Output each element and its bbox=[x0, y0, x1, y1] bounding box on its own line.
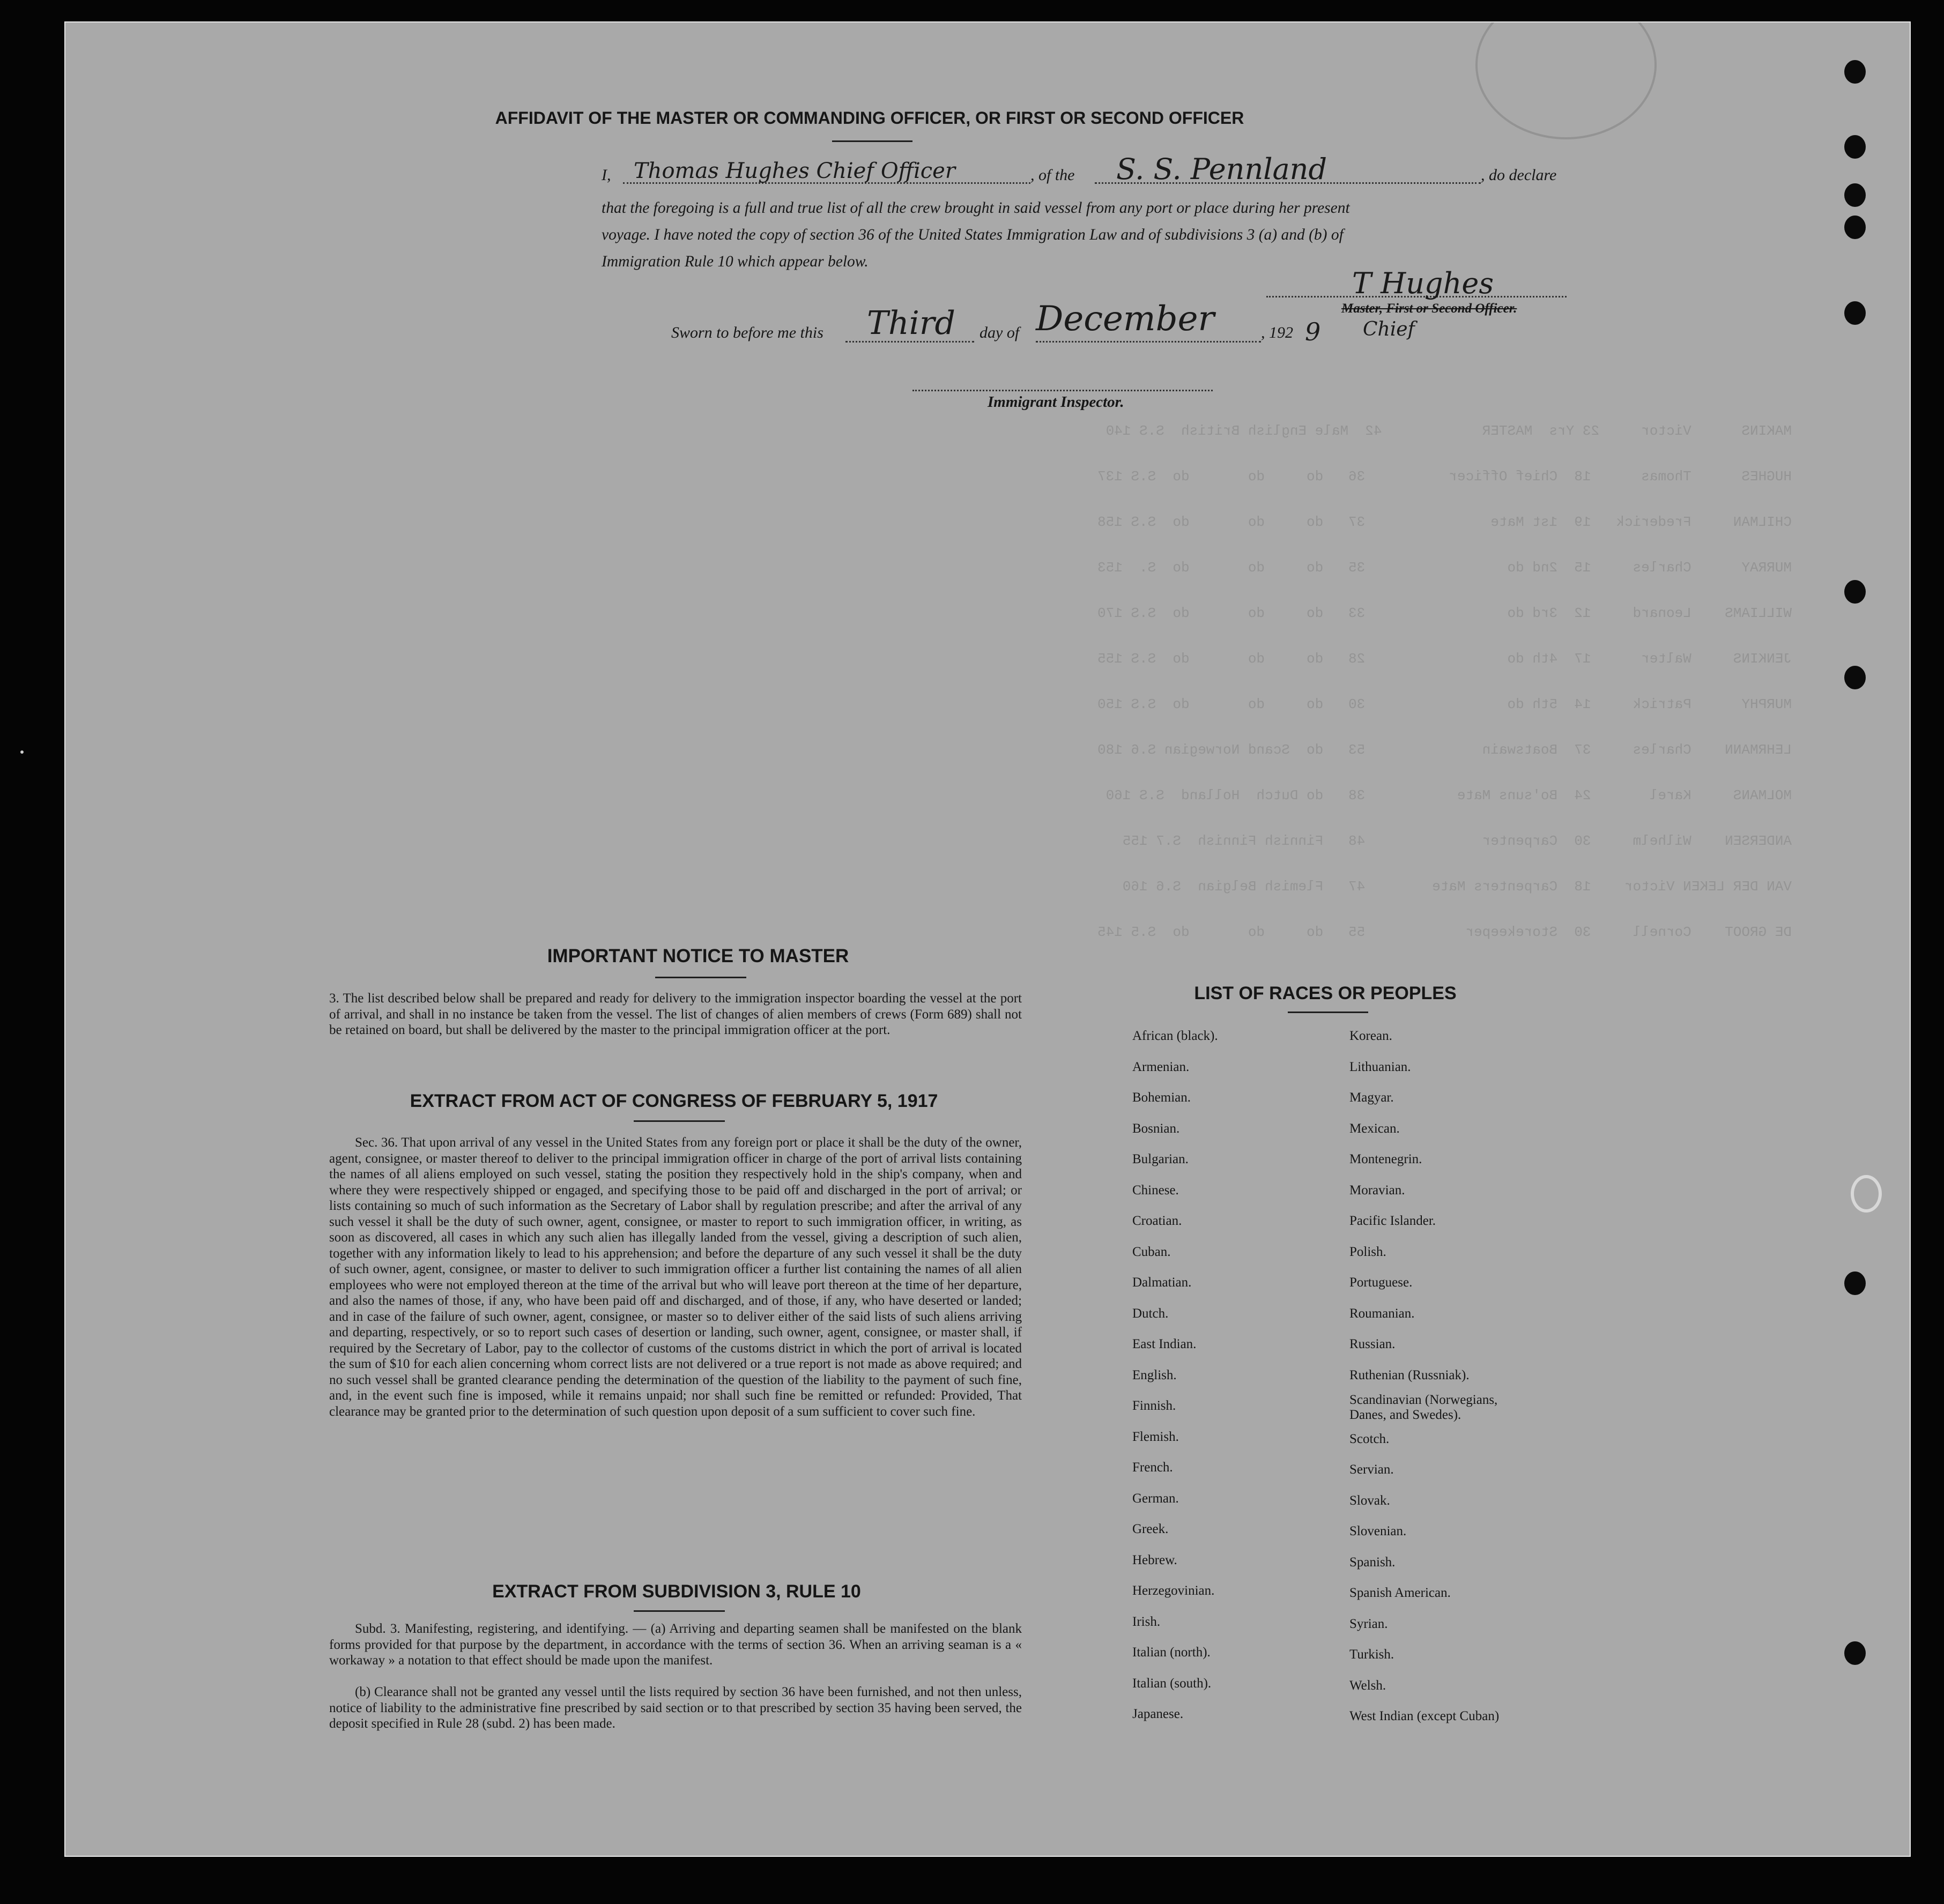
act-title: EXTRACT FROM ACT OF CONGRESS OF FEBRUARY 5, 1917 bbox=[410, 1091, 938, 1111]
race-item: Croatian. bbox=[1132, 1214, 1182, 1228]
race-item: Cuban. bbox=[1132, 1244, 1171, 1259]
race-item: Bosnian. bbox=[1132, 1121, 1180, 1136]
vessel-name: S. S. Pennland bbox=[1116, 152, 1327, 186]
races-left-column bbox=[1132, 1021, 1218, 1730]
rule-text-b: (b) Clearance shall not be granted any vessel until the lists required by section 36 have been furnished, and not then unless, notice of liability to the administrative fine prescribed by said section or to that prescribed by section 35 having been served, the deposit specified in Rule 28 (subd. 2) has been made. bbox=[329, 1685, 1022, 1731]
race-item: Irish. bbox=[1132, 1614, 1161, 1629]
binder-hole bbox=[1844, 135, 1866, 159]
binder-hole bbox=[1844, 580, 1866, 604]
race-item: Spanish. bbox=[1349, 1555, 1396, 1570]
affidavit-title-rule bbox=[832, 140, 912, 142]
race-item: Roumanian. bbox=[1349, 1306, 1415, 1321]
race-item: Magyar. bbox=[1349, 1090, 1394, 1105]
binder-hole bbox=[1844, 183, 1866, 207]
binder-hole bbox=[1844, 666, 1866, 689]
race-item: Bulgarian. bbox=[1132, 1152, 1189, 1166]
binder-hole bbox=[1844, 60, 1866, 84]
race-item: Italian (north). bbox=[1132, 1645, 1211, 1660]
affidavit-prefix: I, bbox=[602, 166, 611, 184]
affidavit-do-declare: , do declare bbox=[1481, 166, 1557, 184]
race-item: Dalmatian. bbox=[1132, 1275, 1192, 1290]
race-item: Ruthenian (Russniak). bbox=[1349, 1367, 1470, 1382]
race-item: Bohemian. bbox=[1132, 1090, 1191, 1105]
stamp-bleedthrough bbox=[1475, 21, 1657, 139]
race-item: Pacific Islander. bbox=[1349, 1214, 1436, 1228]
affidavit-title: AFFIDAVIT OF THE MASTER OR COMMANDING OFFICER, OR FIRST OR SECOND OFFICER bbox=[495, 108, 1244, 128]
race-item: Slovenian. bbox=[1349, 1524, 1407, 1538]
sworn-day-of: day of bbox=[980, 324, 1020, 341]
race-item: Portuguese. bbox=[1349, 1275, 1413, 1290]
race-item: German. bbox=[1132, 1491, 1179, 1506]
race-item: African (black). bbox=[1132, 1029, 1218, 1043]
race-item: Montenegrin. bbox=[1349, 1152, 1422, 1166]
race-item: Italian (south). bbox=[1132, 1676, 1212, 1691]
races-right-column bbox=[1349, 1021, 1526, 1732]
notice-title: IMPORTANT NOTICE TO MASTER bbox=[547, 946, 849, 966]
inspector-label: Immigrant Inspector. bbox=[988, 393, 1124, 411]
act-text: Sec. 36. That upon arrival of any vessel in the United States from any foreign port or place it shall be the duty of the owner, agent, consignee, or master thereof to deliver to the principal immigration officer in charge of the port of arrival lists containing the names of all aliens employed on such vessel, stating the position they respectively hold in the ship's company, when and where they were respectively shipped or engaged, and specifying those to be paid off and discharged in the port of arrival; or lists containing so much of such information as the Secretary of Labor shall by regulation prescribe; and after the arrival of any such vessel it shall be the duty of such owner, agent, consignee, or master to report to such immigration officer, in writing, as soon as discovered, all cases in which any such alien has illegally landed from the vessel, giving a description of such alien, together with any information likely to lead to his apprehension; and before the departure of any such vessel it shall be the duty of such owner, agent, consignee, or master to deliver to such immigration officer a further list containing the names of all alien employees who were not employed thereon at the time of the arrival but who will leave port thereon at the time of her departure, and also the names of those, if any, who have been paid off and discharged, and of those, if any, who have deserted or landed; and in case of the failure of such owner, agent, consignee, or master so to deliver either of the said lists of such aliens arriving and departing, respectively, or so to report such cases of desertion or landing, such owner, agent, consignee, or master shall, if required by the Secretary of Labor, pay to the collector of customs of the customs district in which the port of arrival is located the sum of $10 for each alien concerning whom correct lists are not delivered or a true report is not made as above required; and no such vessel shall be granted clearance pending the determination of the question of the liability to the payment of such fine, and, in the event such fine is imposed, while it remains unpaid; nor shall such fine be remitted or refunded: Provided, That clearance may be granted prior to the determination of such question upon deposit of a sum sufficient to cover such fine. bbox=[329, 1135, 1022, 1419]
notice-text: 3. The list described below shall be prepared and ready for delivery to the immigration inspector boarding the vessel at the port of arrival, and shall in no instance be taken from the vessel. The list of changes of alien members of crews (Form 689) shall not be retained on board, but shall be delivered by the master to the principal immigration officer at the port. bbox=[329, 991, 1022, 1037]
race-item: Russian. bbox=[1349, 1337, 1396, 1351]
sworn-day: Third bbox=[867, 304, 955, 342]
binder-hole bbox=[1844, 1271, 1866, 1295]
affidavit-of-the: , of the bbox=[1030, 166, 1075, 184]
race-item: Moravian. bbox=[1349, 1182, 1405, 1198]
race-item: Finnish. bbox=[1132, 1399, 1176, 1413]
sworn-line bbox=[671, 299, 1368, 349]
race-item: Servian. bbox=[1349, 1462, 1394, 1477]
race-item: Hebrew. bbox=[1132, 1552, 1177, 1567]
race-item: Polish. bbox=[1349, 1244, 1386, 1259]
binder-hole bbox=[1844, 301, 1866, 325]
inspector-signature-line bbox=[912, 390, 1213, 391]
border-speck bbox=[20, 750, 24, 754]
race-item: Herzegovinian. bbox=[1132, 1583, 1215, 1598]
affidavit-line-1 bbox=[602, 152, 1583, 193]
race-item: Spanish American. bbox=[1349, 1586, 1451, 1600]
signature-title: Master, First or Second Officer. bbox=[1341, 301, 1517, 316]
bleedthrough-table: MAKINS Victor 23 Yrs MASTER 42 Male English British S.S 140 HUGHES Thomas 18 Chief Officer 36 do do do S.S 137 CHILMAN Frederick 19 1st Mate 37 do do do S.S 158 MURRAY Charles 15 2nd do 35 do do do S. 153 WILLIAMS Leonard 12 3rd do 33 do do do S.S 170 JENKINS Walter 17 4th do 28 do do do S.S 155 MURPHY Patrick 14 5th do 30 do do do S.S 150 LEHRMANN Charles 37 Boatswain 53 do Scand Norwegian S.6 180 MOLMANS Karel 24 Bo'suns Mate 38 do Dutch Holland S.S 160 ANDERSEN Wilhelm 30 Carpenter 48 Finnish Finnish S.7 155 VAN DER LEKEN Victor 18 Carpenters Mate 47 Flemish Belgian S.6 160 DE GROOT Cornell 30 Storekeeper 55 do do do S.5 145 bbox=[1097, 423, 1792, 940]
race-item: Scotch. bbox=[1349, 1431, 1390, 1446]
binder-hole bbox=[1844, 215, 1866, 239]
affidavit-line-4: Immigration Rule 10 which appear below. bbox=[602, 253, 869, 270]
officer-signature: T Hughes bbox=[1352, 266, 1494, 300]
rule-title: EXTRACT FROM SUBDIVISION 3, RULE 10 bbox=[492, 1581, 861, 1602]
document-page bbox=[64, 21, 1911, 1857]
sworn-month-line bbox=[1036, 341, 1261, 343]
race-item: Lithuanian. bbox=[1349, 1059, 1411, 1074]
officer-name: Thomas Hughes Chief Officer bbox=[634, 159, 955, 183]
sworn-month: December bbox=[1036, 299, 1215, 339]
race-item: Greek. bbox=[1132, 1522, 1169, 1536]
race-item: Mexican. bbox=[1349, 1121, 1400, 1136]
race-item: West Indian (except Cuban) bbox=[1349, 1709, 1500, 1723]
race-item: Japanese. bbox=[1132, 1707, 1184, 1721]
race-item: French. bbox=[1132, 1460, 1173, 1475]
act-title-rule bbox=[634, 1120, 725, 1122]
race-item: Slovak. bbox=[1349, 1493, 1390, 1508]
sworn-year-digit: 9 bbox=[1305, 317, 1321, 346]
grommet-ring bbox=[1851, 1175, 1882, 1213]
race-item: Scandinavian (Norwegians, Danes, and Swedes). bbox=[1349, 1393, 1498, 1422]
race-item: Dutch. bbox=[1132, 1306, 1169, 1321]
affidavit-line-3: voyage. I have noted the copy of section 36 of the United States Immigration Law and of subdivisions 3 (a) and (b) of bbox=[602, 226, 1344, 243]
binder-hole bbox=[1844, 1641, 1866, 1665]
signature-note: Chief bbox=[1363, 318, 1415, 340]
races-title: LIST OF RACES OR PEOPLES bbox=[1194, 983, 1457, 1003]
race-item: East Indian. bbox=[1132, 1337, 1197, 1351]
sworn-year-prefix: , 192 bbox=[1261, 324, 1293, 341]
race-item: Korean. bbox=[1349, 1029, 1392, 1043]
sworn-prefix: Sworn to before me this bbox=[671, 324, 823, 341]
affidavit-line-2: that the foregoing is a full and true list of all the crew brought in said vessel from any port or place during her present bbox=[602, 199, 1350, 217]
rule-title-rule bbox=[634, 1610, 725, 1612]
race-item: Chinese. bbox=[1132, 1182, 1179, 1198]
races-title-rule bbox=[1288, 1011, 1368, 1013]
rule-text-a: Subd. 3. Manifesting, registering, and identifying. — (a) Arriving and departing seamen shall be manifested on the blank forms provided for that purpose by the department, in accordance with the terms of section 36. When an arriving seaman is a « workaway » a notation to that effect should be made upon the manifest. bbox=[329, 1622, 1022, 1668]
race-item: Armenian. bbox=[1132, 1059, 1190, 1074]
race-item: Turkish. bbox=[1349, 1647, 1394, 1662]
race-item: Syrian. bbox=[1349, 1616, 1388, 1631]
notice-title-rule bbox=[655, 977, 746, 978]
race-item: English. bbox=[1132, 1367, 1177, 1382]
race-item: Flemish. bbox=[1132, 1429, 1179, 1444]
race-item: Welsh. bbox=[1349, 1678, 1386, 1693]
